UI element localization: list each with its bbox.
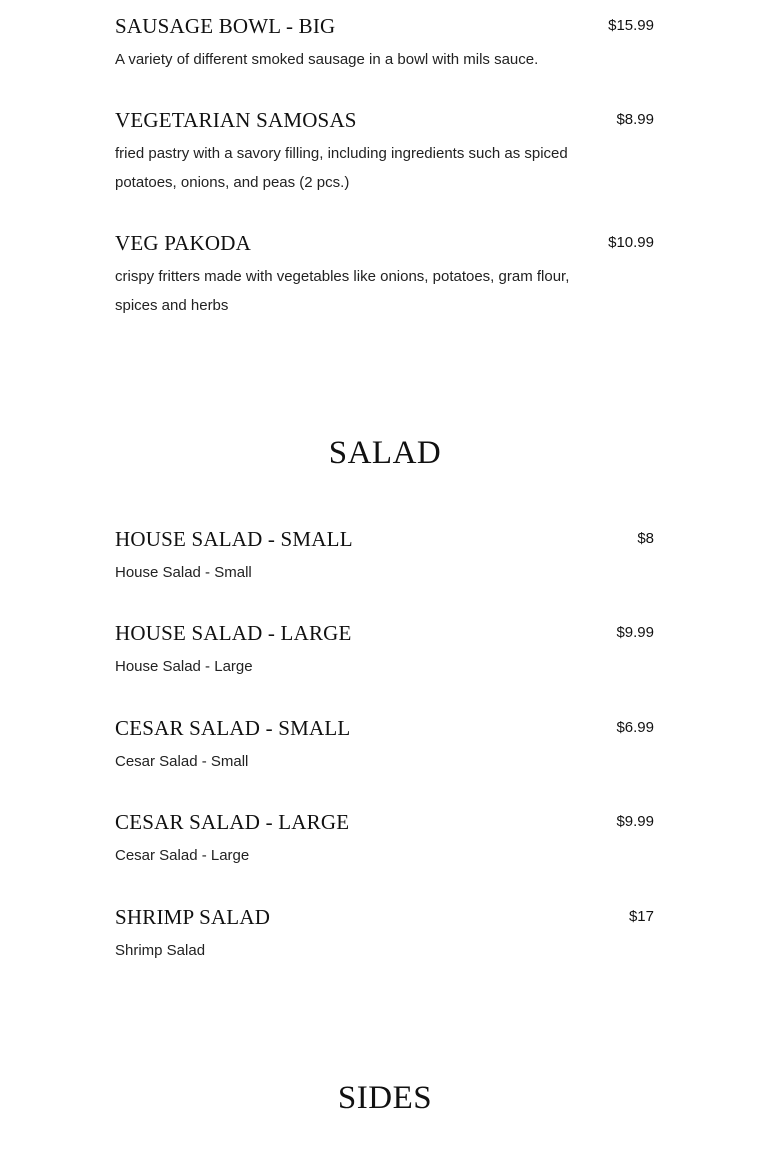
menu-item-price: $15.99 — [608, 17, 654, 34]
menu-item-house-salad-large — [115, 618, 654, 681]
menu-item-description: Cesar Salad - Small — [115, 753, 249, 770]
menu-item-description: House Salad - Small — [115, 564, 252, 581]
menu-item-vegetarian-samosas — [115, 105, 654, 197]
menu-item-name: CESAR SALAD - LARGE — [115, 810, 350, 834]
menu-item-veg-pakoda — [115, 228, 654, 320]
menu-item-price: $10.99 — [608, 234, 654, 251]
menu-item-name: VEGETARIAN SAMOSAS — [115, 108, 357, 132]
menu-item-name: SAUSAGE BOWL - BIG — [115, 14, 336, 38]
menu-item-name: CESAR SALAD - SMALL — [115, 716, 351, 740]
menu-item-name: HOUSE SALAD - LARGE — [115, 621, 352, 645]
menu-item-header — [115, 618, 654, 648]
menu-item-price: $9.99 — [616, 813, 654, 830]
menu-item-header — [115, 11, 654, 41]
menu-item-price: $8.99 — [616, 111, 654, 128]
menu-item-name: VEG PAKODA — [115, 231, 251, 255]
menu-item-description: A variety of different smoked sausage in a bowl with mils sauce. — [115, 51, 539, 68]
menu-item-name: HOUSE SALAD - SMALL — [115, 527, 353, 551]
menu-item-description: House Salad - Large — [115, 658, 253, 675]
menu-item-description: fried pastry with a savory filling, including ingredients such as spiced potatoes, onions, and peas (2 pcs.) — [115, 145, 568, 191]
menu-item-header — [115, 713, 654, 743]
menu-item-name: SHRIMP SALAD — [115, 905, 271, 929]
menu-item-header — [115, 807, 654, 837]
menu-item-cesar-salad-large — [115, 807, 654, 870]
menu-item-description: crispy fritters made with vegetables like onions, potatoes, gram flour, spices and herbs — [115, 268, 570, 314]
menu-item-sausage-bowl-big — [115, 11, 654, 74]
menu-item-header — [115, 105, 654, 135]
menu-item-price: $8 — [637, 530, 654, 547]
menu-item-price: $6.99 — [616, 719, 654, 736]
section-title-sides: SIDES — [337, 1080, 433, 1116]
menu-item-description: Shrimp Salad — [115, 942, 206, 959]
menu-item-description: Cesar Salad - Large — [115, 847, 250, 864]
section-title-salad: SALAD — [328, 435, 442, 471]
menu-item-price: $17 — [628, 908, 654, 925]
menu-item-header — [115, 524, 654, 554]
menu-item-house-salad-small — [115, 524, 654, 587]
menu-item-shrimp-salad — [115, 902, 654, 965]
menu-item-price: $9.99 — [616, 624, 654, 641]
menu-item-header — [115, 902, 654, 932]
menu-item-cesar-salad-small — [115, 713, 654, 776]
menu-item-header — [115, 228, 654, 258]
